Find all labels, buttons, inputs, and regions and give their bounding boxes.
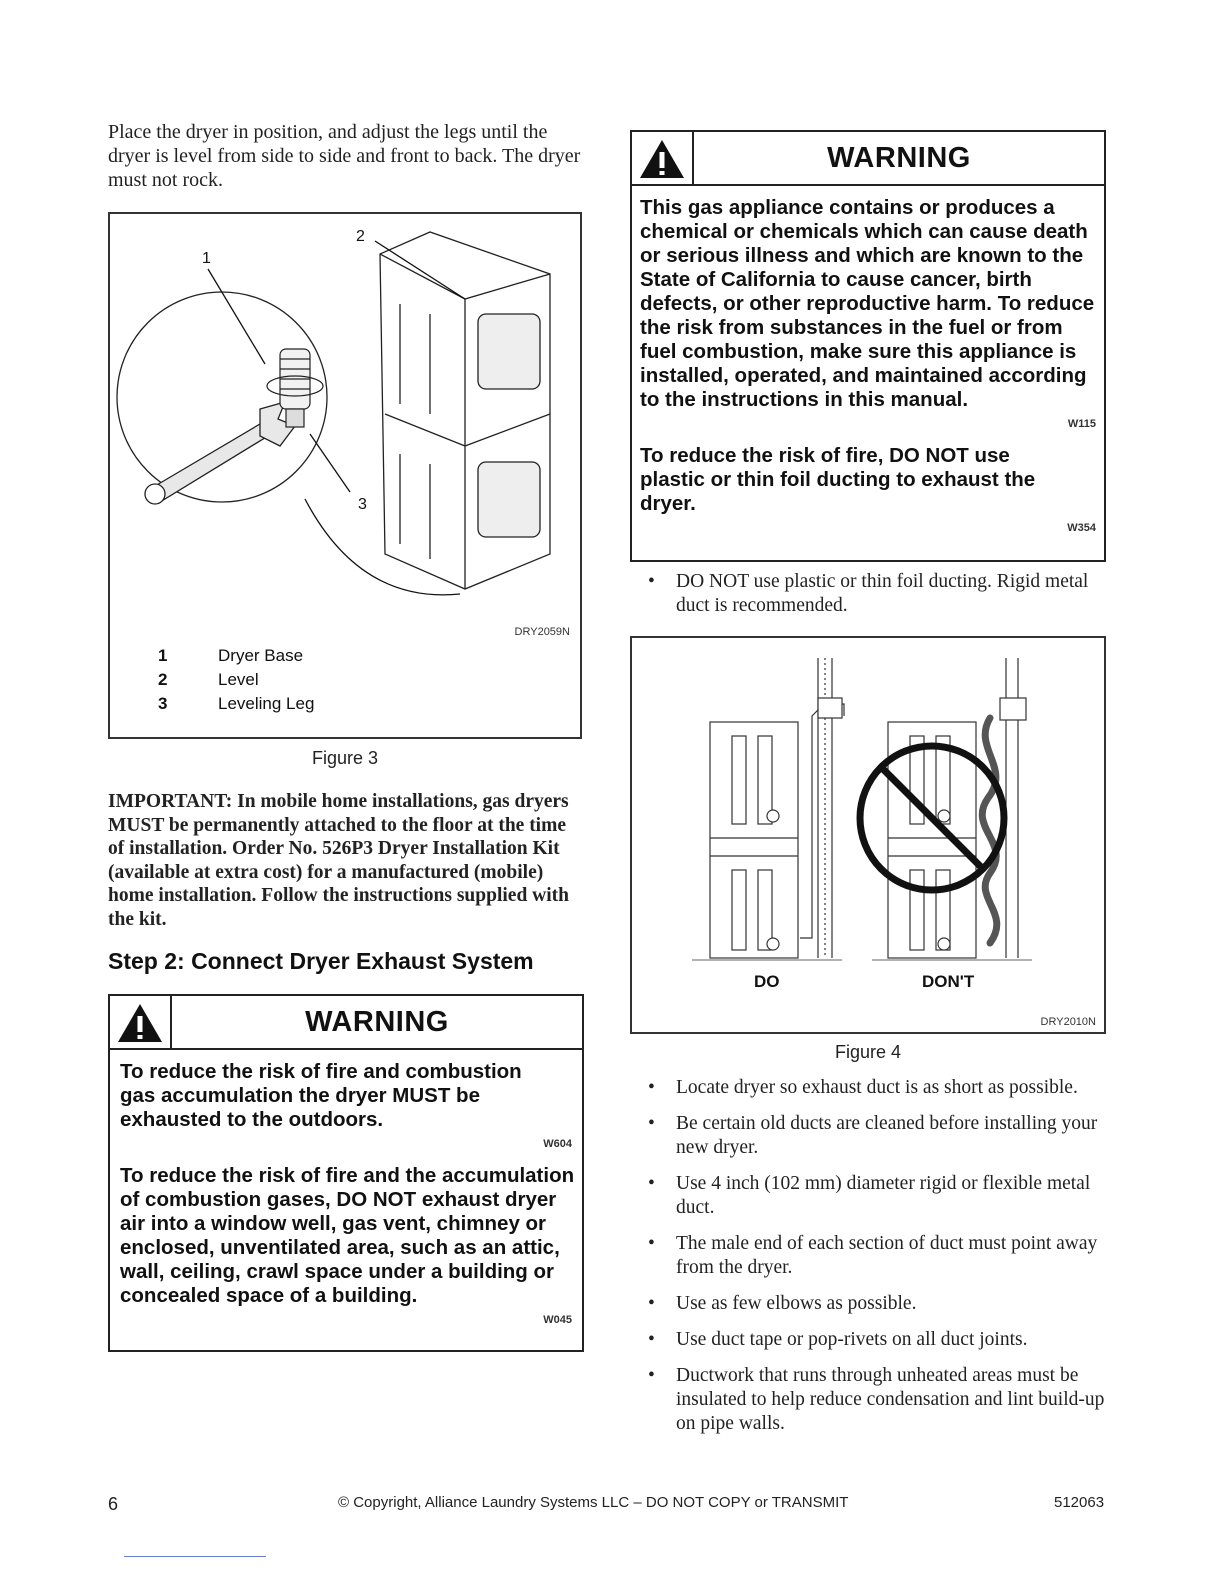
warning-paragraph-2: To reduce the risk of fire, DO NOT use plastic or thin foil ducting to exhaust the dryer. — [640, 444, 1036, 515]
warning-code-2: W045 — [543, 1314, 572, 1326]
warning-icon-cell — [632, 132, 694, 184]
page-number: 6 — [108, 1494, 119, 1514]
list-item: • Ductwork that runs through unheated areas must be insulated to help reduce condensation and lint build-up on pipe walls. — [630, 1364, 1106, 1436]
warning-code-2: W354 — [1067, 522, 1096, 534]
ducting-bullet-list-top — [630, 570, 1106, 630]
figure-3-callout-1: 1 — [202, 250, 211, 267]
figure-3-illustration — [110, 214, 580, 634]
warning-icon-cell — [110, 996, 172, 1048]
warning-header — [632, 132, 1104, 186]
rigid-duct-graphic — [800, 658, 844, 958]
important-note: IMPORTANT: In mobile home installations, gas dryers MUST be permanently attached to the floor at the time of installation. Order No. 526P3 Dryer Installation Kit (available at extra cost) for a manufactured (mobile) home installation. Follow the instructions supplied with the kit. — [108, 791, 570, 930]
legend-number: 3 — [158, 694, 168, 713]
figure-3-caption: Figure 3 — [311, 748, 379, 768]
warning-body — [110, 1050, 582, 1332]
figure-4-label-do: DO — [754, 972, 780, 991]
warning-code-1: W115 — [1067, 418, 1096, 430]
copyright-notice: © Copyright, Alliance Laundry Systems LLC – DO NOT COPY or TRANSMIT — [338, 1494, 849, 1511]
warning-box-california — [630, 130, 1106, 562]
legend-row — [158, 668, 314, 692]
legend-label: Level — [218, 670, 259, 689]
legend-label: Dryer Base — [218, 646, 304, 665]
figure-4-box — [630, 636, 1106, 1034]
list-item: • Locate dryer so exhaust duct is as short as possible. — [630, 1076, 1106, 1100]
warning-header — [110, 996, 582, 1050]
flexible-duct-graphic — [982, 718, 997, 943]
warning-title: WARNING — [305, 1006, 449, 1038]
intro-paragraph: Place the dryer in position, and adjust the legs until the dryer is level from side to side and front to back. The dryer must not rock. — [108, 121, 581, 191]
document-number: 512063 — [1054, 1494, 1105, 1511]
legend-row — [158, 644, 314, 668]
figure-4-label-dont: DON'T — [922, 972, 975, 991]
figure-4-caption: Figure 4 — [834, 1042, 902, 1062]
figure-3-box — [108, 212, 582, 739]
figure-3-legend — [158, 644, 314, 716]
dryer-do-graphic — [710, 722, 798, 958]
list-item: • Use 4 inch (102 mm) diameter rigid or flexible metal duct. — [630, 1172, 1106, 1220]
exhaust-guidelines-list — [630, 1076, 1106, 1448]
figure-3-callout-2: 2 — [356, 228, 365, 245]
warning-paragraph-1: This gas appliance contains or produces a chemical or chemicals which can cause death or serious illness and which are known to the State of California to cause cancer, birth defects, or other reproductive harm. To reduce the risk from substances in the fuel or from fuel combustion, make sure this appliance is installed, operated, and maintained according to the instructions in this manual. — [640, 196, 1095, 411]
legend-number: 1 — [158, 646, 168, 665]
warning-paragraph-1: To reduce the risk of fire and combustion gas accumulation the dryer MUST be exhausted to the outdoors. — [120, 1060, 522, 1131]
figure-4-illustration — [632, 638, 1104, 998]
footer-link-underline — [124, 1556, 266, 1557]
figure-3-callout-3: 3 — [358, 496, 367, 513]
legend-label: Leveling Leg — [218, 694, 315, 713]
warning-box-exhaust — [108, 994, 584, 1352]
legend-row — [158, 692, 314, 716]
list-item: • DO NOT use plastic or thin foil ducting. Rigid metal duct is recommended. — [630, 570, 1106, 618]
step-2-heading: Step 2: Connect Dryer Exhaust System — [108, 948, 534, 974]
list-item: • Use as few elbows as possible. — [630, 1292, 1106, 1316]
warning-paragraph-2: To reduce the risk of fire and the accumulation of combustion gases, DO NOT exhaust dryer air into a window well, gas vent, chimney or enclosed, unventilated area, such as an attic, wall, ceiling, crawl space under a building or concealed space of a building. — [120, 1164, 575, 1307]
warning-body — [632, 186, 1104, 540]
list-item: • The male end of each section of duct must point away from the dryer. — [630, 1232, 1106, 1280]
stacked-dryer-graphic — [380, 232, 550, 589]
warning-title: WARNING — [827, 142, 971, 174]
dryer-dont-graphic — [888, 722, 976, 958]
figure-3-code: DRY2059N — [514, 626, 570, 638]
warning-triangle-icon — [632, 132, 692, 184]
warning-code-1: W604 — [543, 1138, 572, 1150]
list-item: • Be certain old ducts are cleaned before installing your new dryer. — [630, 1112, 1106, 1160]
warning-triangle-icon — [110, 996, 170, 1048]
legend-number: 2 — [158, 670, 168, 689]
list-item: • Use duct tape or pop-rivets on all duct joints. — [630, 1328, 1106, 1352]
figure-4-code: DRY2010N — [1040, 1016, 1096, 1028]
